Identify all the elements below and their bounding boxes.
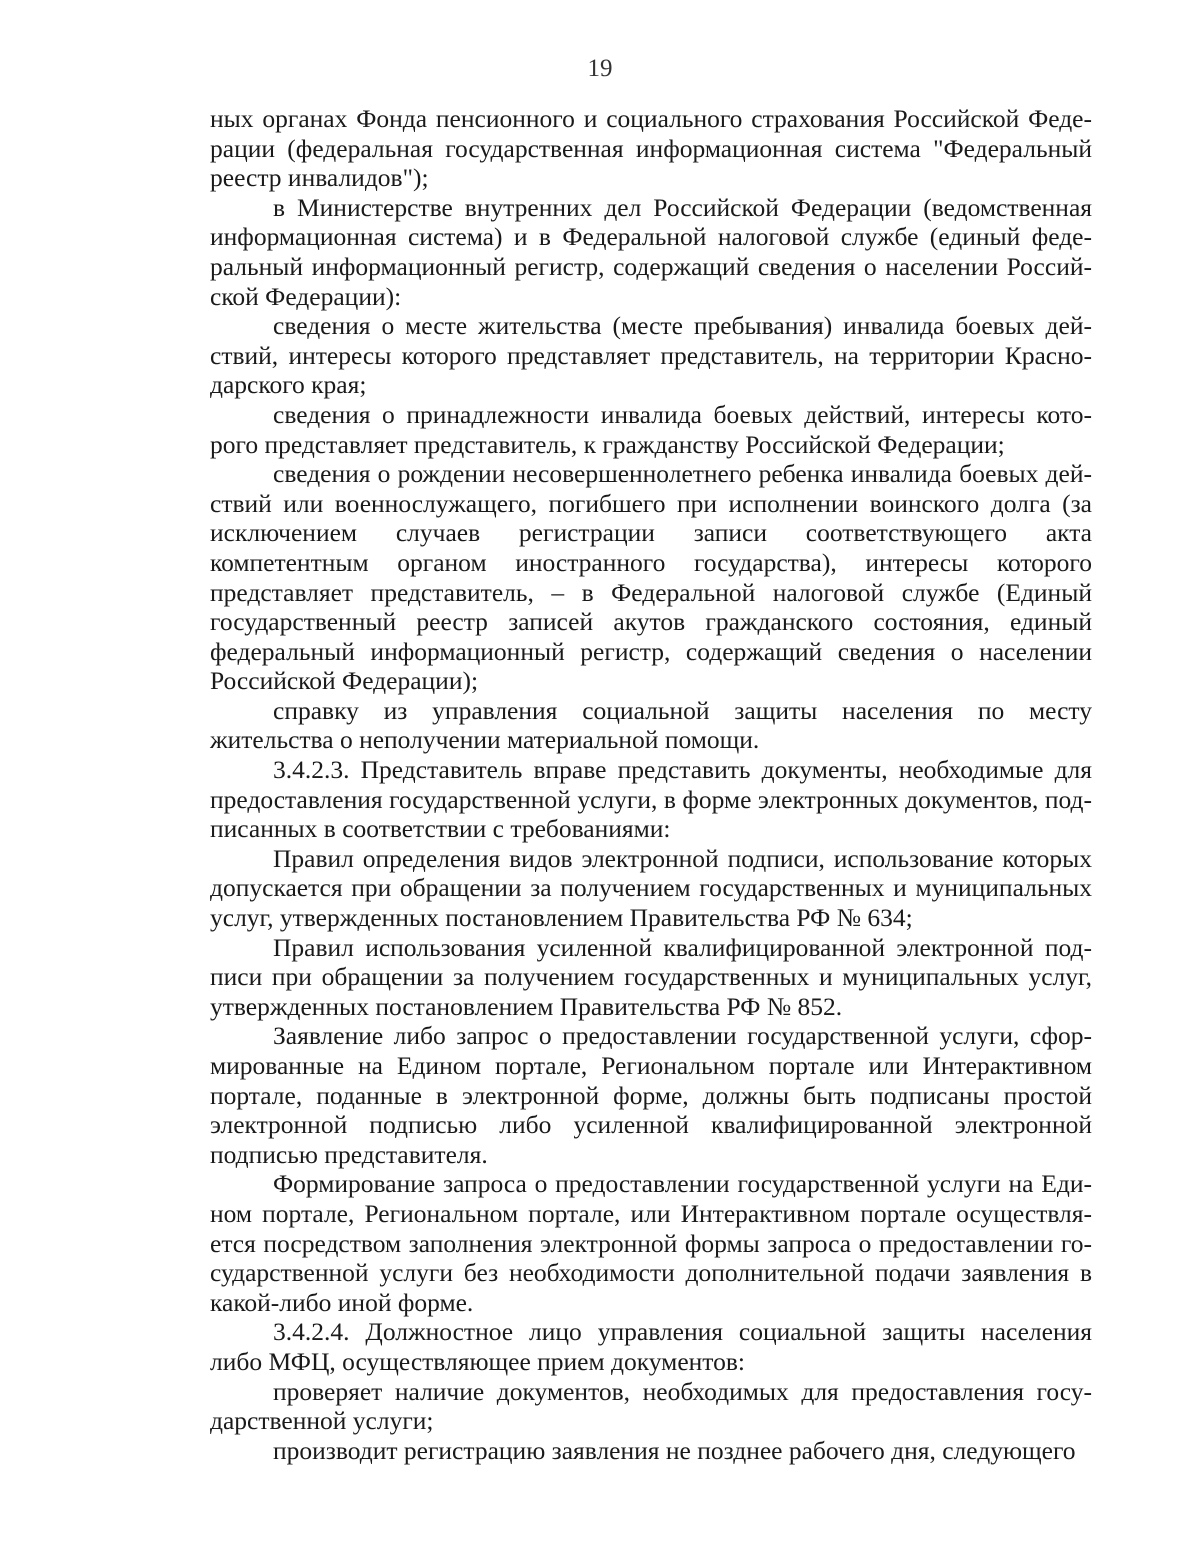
- paragraph-6: справку из управления социальной защиты населения по месту жительства о неполучении материальной помощи.: [210, 695, 1092, 755]
- paragraph-11: Формирование запроса о предоставлении государственной услуги на Едином портале, Региональном портале, или Интерактивном портале осуществляется посредством заполнения электронной формы запроса о предоставлении государственной услуги без необходимости дополнительной подачи заявления в какой-либо иной форме.: [210, 1169, 1092, 1317]
- paragraph-5: сведения о рождении несовершеннолетнего ребенка инвалида боевых действий или военнослужащего, погибшего при исполнении воинского долга (за исключением случаев регистрации записи соответствующего акта компетентным органом иностранного государства), интересы которого представляет представитель, – в Федеральной налоговой службе (Единый государственный реестр записей акутов гражданского состояния, единый федеральный информационный регистр, содержащий сведения о населении Российской Федерации);: [210, 459, 1092, 696]
- paragraph-14: производит регистрацию заявления не позднее рабочего дня, следующего: [273, 1435, 1076, 1465]
- paragraph-7: 3.4.2.3. Представитель вправе представить документы, необходимые для предоставления государственной услуги, в форме электронных документов, подписанных в соответствии с требованиями:: [210, 755, 1092, 844]
- paragraph-4: сведения о принадлежности инвалида боевых действий, интересы которого представляет представитель, к гражданству Российской Федерации;: [210, 399, 1092, 459]
- paragraph-2: в Министерстве внутренних дел Российской Федерации (ведомственная информационная система) и в Федеральной налоговой службе (единый федеральный информационный регистр, содержащий сведения о населении Российской Федерации):: [210, 192, 1092, 311]
- paragraph-3: сведения о месте жительства (месте пребывания) инвалида боевых действий, интересы которого представляет представитель, на территории Краснодарского края;: [210, 311, 1092, 400]
- paragraph-13: проверяет наличие документов, необходимых для предоставления государственной услуги;: [210, 1376, 1092, 1436]
- document-body: [210, 104, 1092, 1465]
- paragraph-1: ных органах Фонда пенсионного и социального страхования Российской Федерации (федеральная государственная информационная система "Федеральный реестр инвалидов");: [210, 104, 1092, 193]
- page-number: 19: [587, 55, 613, 82]
- paragraph-9: Правил использования усиленной квалифицированной электронной подписи при обращении за получением государственных и муниципальных услуг, утвержденных постановлением Правительства РФ № 852.: [210, 932, 1092, 1021]
- paragraph-12: 3.4.2.4. Должностное лицо управления социальной защиты населения либо МФЦ, осуществляющее прием документов:: [210, 1317, 1092, 1376]
- paragraph-10: Заявление либо запрос о предоставлении государственной услуги, сформированные на Едином портале, Региональном портале или Интерактивном портале, поданные в электронной форме, должны быть подписаны простой электронной подписью либо усиленной квалифицированной электронной подписью представителя.: [210, 1021, 1092, 1169]
- paragraph-8: Правил определения видов электронной подписи, использование которых допускается при обращении за получением государственных и муниципальных услуг, утвержденных постановлением Правительства РФ № 634;: [210, 843, 1092, 933]
